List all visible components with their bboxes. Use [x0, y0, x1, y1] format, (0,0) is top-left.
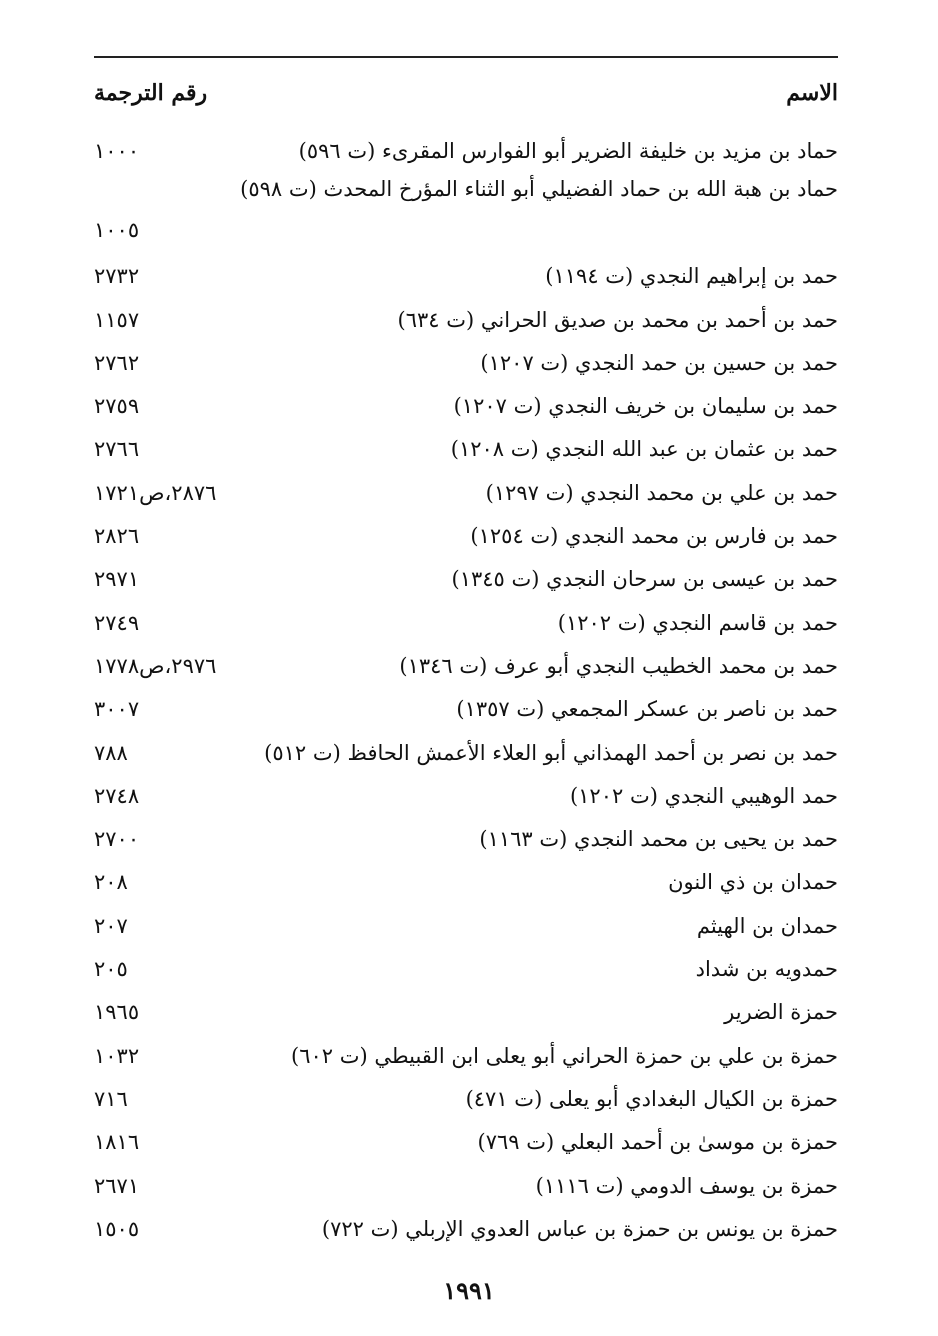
index-entry	[94, 771, 838, 814]
entry-number: ١٠٠٥	[94, 218, 140, 243]
index-entry	[94, 251, 838, 294]
entry-number: ٧١٦	[94, 1086, 128, 1111]
entry-name: حمد بن محمد الخطيب النجدي أبو عرف (ت ١٣٤٦)	[399, 653, 838, 678]
entry-name: حمزة بن يونس بن حمزة بن عباس العدوي الإربلي (ت ٧٢٢)	[321, 1216, 838, 1241]
index-entry	[94, 944, 838, 987]
entry-name: حمد بن ناصر بن عسكر المجمعي (ت ١٣٥٧)	[456, 697, 838, 722]
entry-number: ٢٠٨	[94, 870, 128, 895]
index-entry	[94, 901, 838, 944]
entry-name: حمدان بن ذي النون	[668, 870, 838, 895]
entry-name: حمد بن قاسم النجدي (ت ١٢٠٢)	[557, 610, 838, 635]
index-entry	[94, 857, 838, 900]
column-headers	[94, 74, 838, 114]
entry-name: حمزة بن موسىٰ بن أحمد البعلي (ت ٧٦٩)	[477, 1130, 838, 1155]
index-entries	[94, 126, 838, 1246]
entry-name: حمد الوهيبي النجدي (ت ١٢٠٢)	[569, 783, 838, 808]
entry-number: ١٩٦٥	[94, 1000, 140, 1025]
entry-number: ٢٩٧٦،ص١٧٧٨	[94, 653, 217, 678]
number-column-header: رقم الترجمة	[94, 80, 208, 106]
name-column-header: الاسم	[786, 80, 838, 106]
entry-number: ٢٧٦٢	[94, 350, 140, 375]
entry-name: حمد بن أحمد بن محمد بن صديق الحراني (ت ٦٣٤)	[397, 307, 838, 332]
index-entry	[94, 468, 838, 511]
index-entry	[94, 1117, 838, 1160]
entry-number: ٢٦٧١	[94, 1173, 140, 1198]
entry-number: ٢٧٠٠	[94, 827, 140, 852]
index-entry	[94, 641, 838, 684]
entry-name: حمزة بن علي بن حمزة الحراني أبو يعلى ابن القبيطي (ت ٦٠٢)	[291, 1043, 838, 1068]
entry-number: ٢٠٥	[94, 957, 128, 982]
entry-number: ٣٠٠٧	[94, 697, 140, 722]
entry-name: حمد بن علي بن محمد النجدي (ت ١٢٩٧)	[485, 480, 838, 505]
index-entry	[94, 424, 838, 467]
index-entry	[94, 169, 838, 251]
index-entry	[94, 554, 838, 597]
index-entry	[94, 1161, 838, 1204]
index-entry	[94, 295, 838, 338]
entry-number: ٢٧٤٨	[94, 783, 140, 808]
index-entry	[94, 1074, 838, 1117]
entry-number: ١٠٣٢	[94, 1043, 140, 1068]
entry-number: ٢٠٧	[94, 913, 128, 938]
page-number: ١٩٩١	[443, 1276, 495, 1305]
entry-name: حمد بن حسين بن حمد النجدي (ت ١٢٠٧)	[480, 350, 838, 375]
entry-name: حمد بن إبراهيم النجدي (ت ١١٩٤)	[545, 264, 838, 289]
entry-number: ١٠٠٠	[94, 139, 140, 163]
entry-name: حمد بن يحيى بن محمد النجدي (ت ١١٦٣)	[479, 827, 838, 852]
entry-number: ١١٥٧	[94, 307, 140, 332]
entry-name: حمد بن فارس بن محمد النجدي (ت ١٢٥٤)	[470, 524, 838, 549]
index-entry	[94, 126, 838, 169]
index-entry	[94, 728, 838, 771]
entry-number: ٢٧٣٢	[94, 264, 140, 289]
entry-name: حمزة بن يوسف الدومي (ت ١١١٦)	[535, 1173, 838, 1198]
entry-number: ١٨١٦	[94, 1130, 140, 1155]
entry-name: حمدان بن الهيثم	[696, 913, 838, 938]
entry-number: ٢٨٢٦	[94, 524, 140, 549]
entry-number: ٢٩٧١	[94, 567, 140, 592]
index-entry	[94, 987, 838, 1030]
entry-name: حماد بن هبة الله بن حماد الفضيلي أبو الثناء المؤرخ المحدث (ت ٥٩٨)	[240, 177, 838, 202]
entry-name: حمزة الضرير	[724, 1000, 838, 1025]
index-entry	[94, 511, 838, 554]
entry-name: حمد بن نصر بن أحمد الهمذاني أبو العلاء الأعمش الحافظ (ت ٥١٢)	[264, 740, 838, 765]
index-entry	[94, 814, 838, 857]
index-entry	[94, 598, 838, 641]
entry-number: ٧٨٨	[94, 740, 128, 765]
top-rule	[94, 56, 838, 58]
entry-number: ٢٧٦٦	[94, 437, 140, 462]
index-entry	[94, 338, 838, 381]
index-entry	[94, 1031, 838, 1074]
entry-number: ٢٧٥٩	[94, 394, 140, 419]
index-entry	[94, 1204, 838, 1247]
entry-name: حمد بن عثمان بن عبد الله النجدي (ت ١٢٠٨)	[450, 437, 838, 462]
entry-name: حمزة بن الكيال البغدادي أبو يعلى (ت ٤٧١)	[465, 1086, 838, 1111]
entry-name: حمدويه بن شداد	[695, 957, 838, 982]
entry-number: ٢٧٤٩	[94, 610, 140, 635]
entry-name: حماد بن مزيد بن خليفة الضرير أبو الفوارس المقرىء (ت ٥٩٦)	[298, 139, 838, 163]
index-entry	[94, 684, 838, 727]
index-entry	[94, 381, 838, 424]
entry-name: حمد بن عيسى بن سرحان النجدي (ت ١٣٤٥)	[451, 567, 838, 592]
entry-number: ١٥٠٥	[94, 1216, 140, 1241]
entry-number: ٢٨٧٦،ص١٧٢١	[94, 480, 217, 505]
entry-name: حمد بن سليمان بن خريف النجدي (ت ١٢٠٧)	[453, 394, 838, 419]
